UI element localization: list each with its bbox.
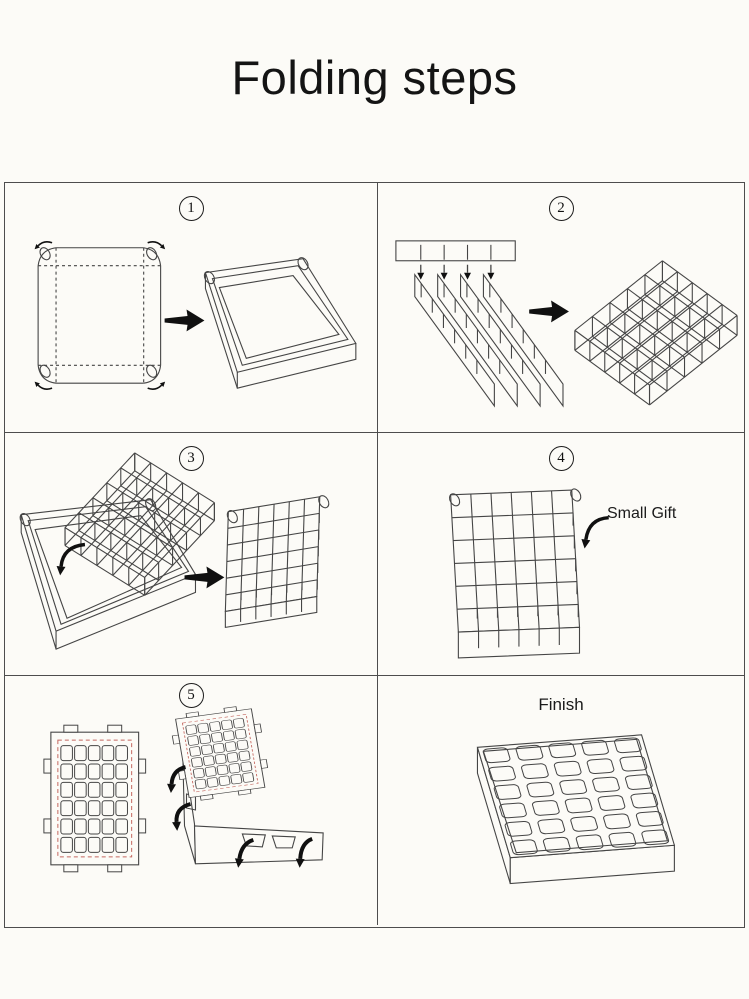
finished-box-figure [477,735,674,884]
lid-tab [139,819,146,833]
grid-lattice-figure [575,261,737,405]
lid-tab [178,771,185,780]
finish-label: Finish [538,695,584,714]
tray-with-grid-figure [225,494,331,628]
fold-arrow-icon [38,385,52,389]
lid-template-figure [44,725,146,872]
lid-tab [108,865,122,872]
steps-table [4,182,745,928]
small-gift-label: Small Gift [607,505,677,522]
step2-panel [378,183,744,433]
step5-panel [5,676,378,925]
lid-tab [64,865,78,872]
open-tray-figure [18,497,195,649]
down-arrow-icon [441,273,448,280]
lid-tab [139,759,146,773]
step4-panel [378,433,744,676]
lid-tab [172,735,179,744]
step-number-badge: 1 [179,196,204,221]
right-arrow-icon [529,301,569,323]
flat-template-figure [35,242,166,389]
step1-panel [5,183,378,433]
divider-strips-figure [396,241,563,406]
step-number-badge: 2 [549,196,574,221]
finish-panel [378,676,744,925]
lid-tab [64,725,78,732]
right-arrow-icon [165,309,205,331]
step-number-badge: 5 [179,683,204,708]
lid-tab [254,724,261,733]
fold-arrow-icon [38,242,52,246]
fold-arrow-icon [586,518,609,540]
lid-tab [108,725,122,732]
folded-tray-figure [202,256,356,388]
lid-tab [44,819,51,833]
fold-arrow-icon [148,385,162,389]
lid-tab [260,759,267,768]
step5-illustration [5,676,377,925]
step3-panel [5,433,378,676]
step-number-badge: 4 [549,446,574,471]
step-number-badge: 3 [179,446,204,471]
page-title: Folding steps [231,51,518,104]
down-arrow-icon [464,273,471,280]
down-arrow-icon [487,273,494,280]
fold-arrow-icon [148,242,162,246]
tray-with-grid-figure [447,487,582,658]
lid-tab [44,759,51,773]
